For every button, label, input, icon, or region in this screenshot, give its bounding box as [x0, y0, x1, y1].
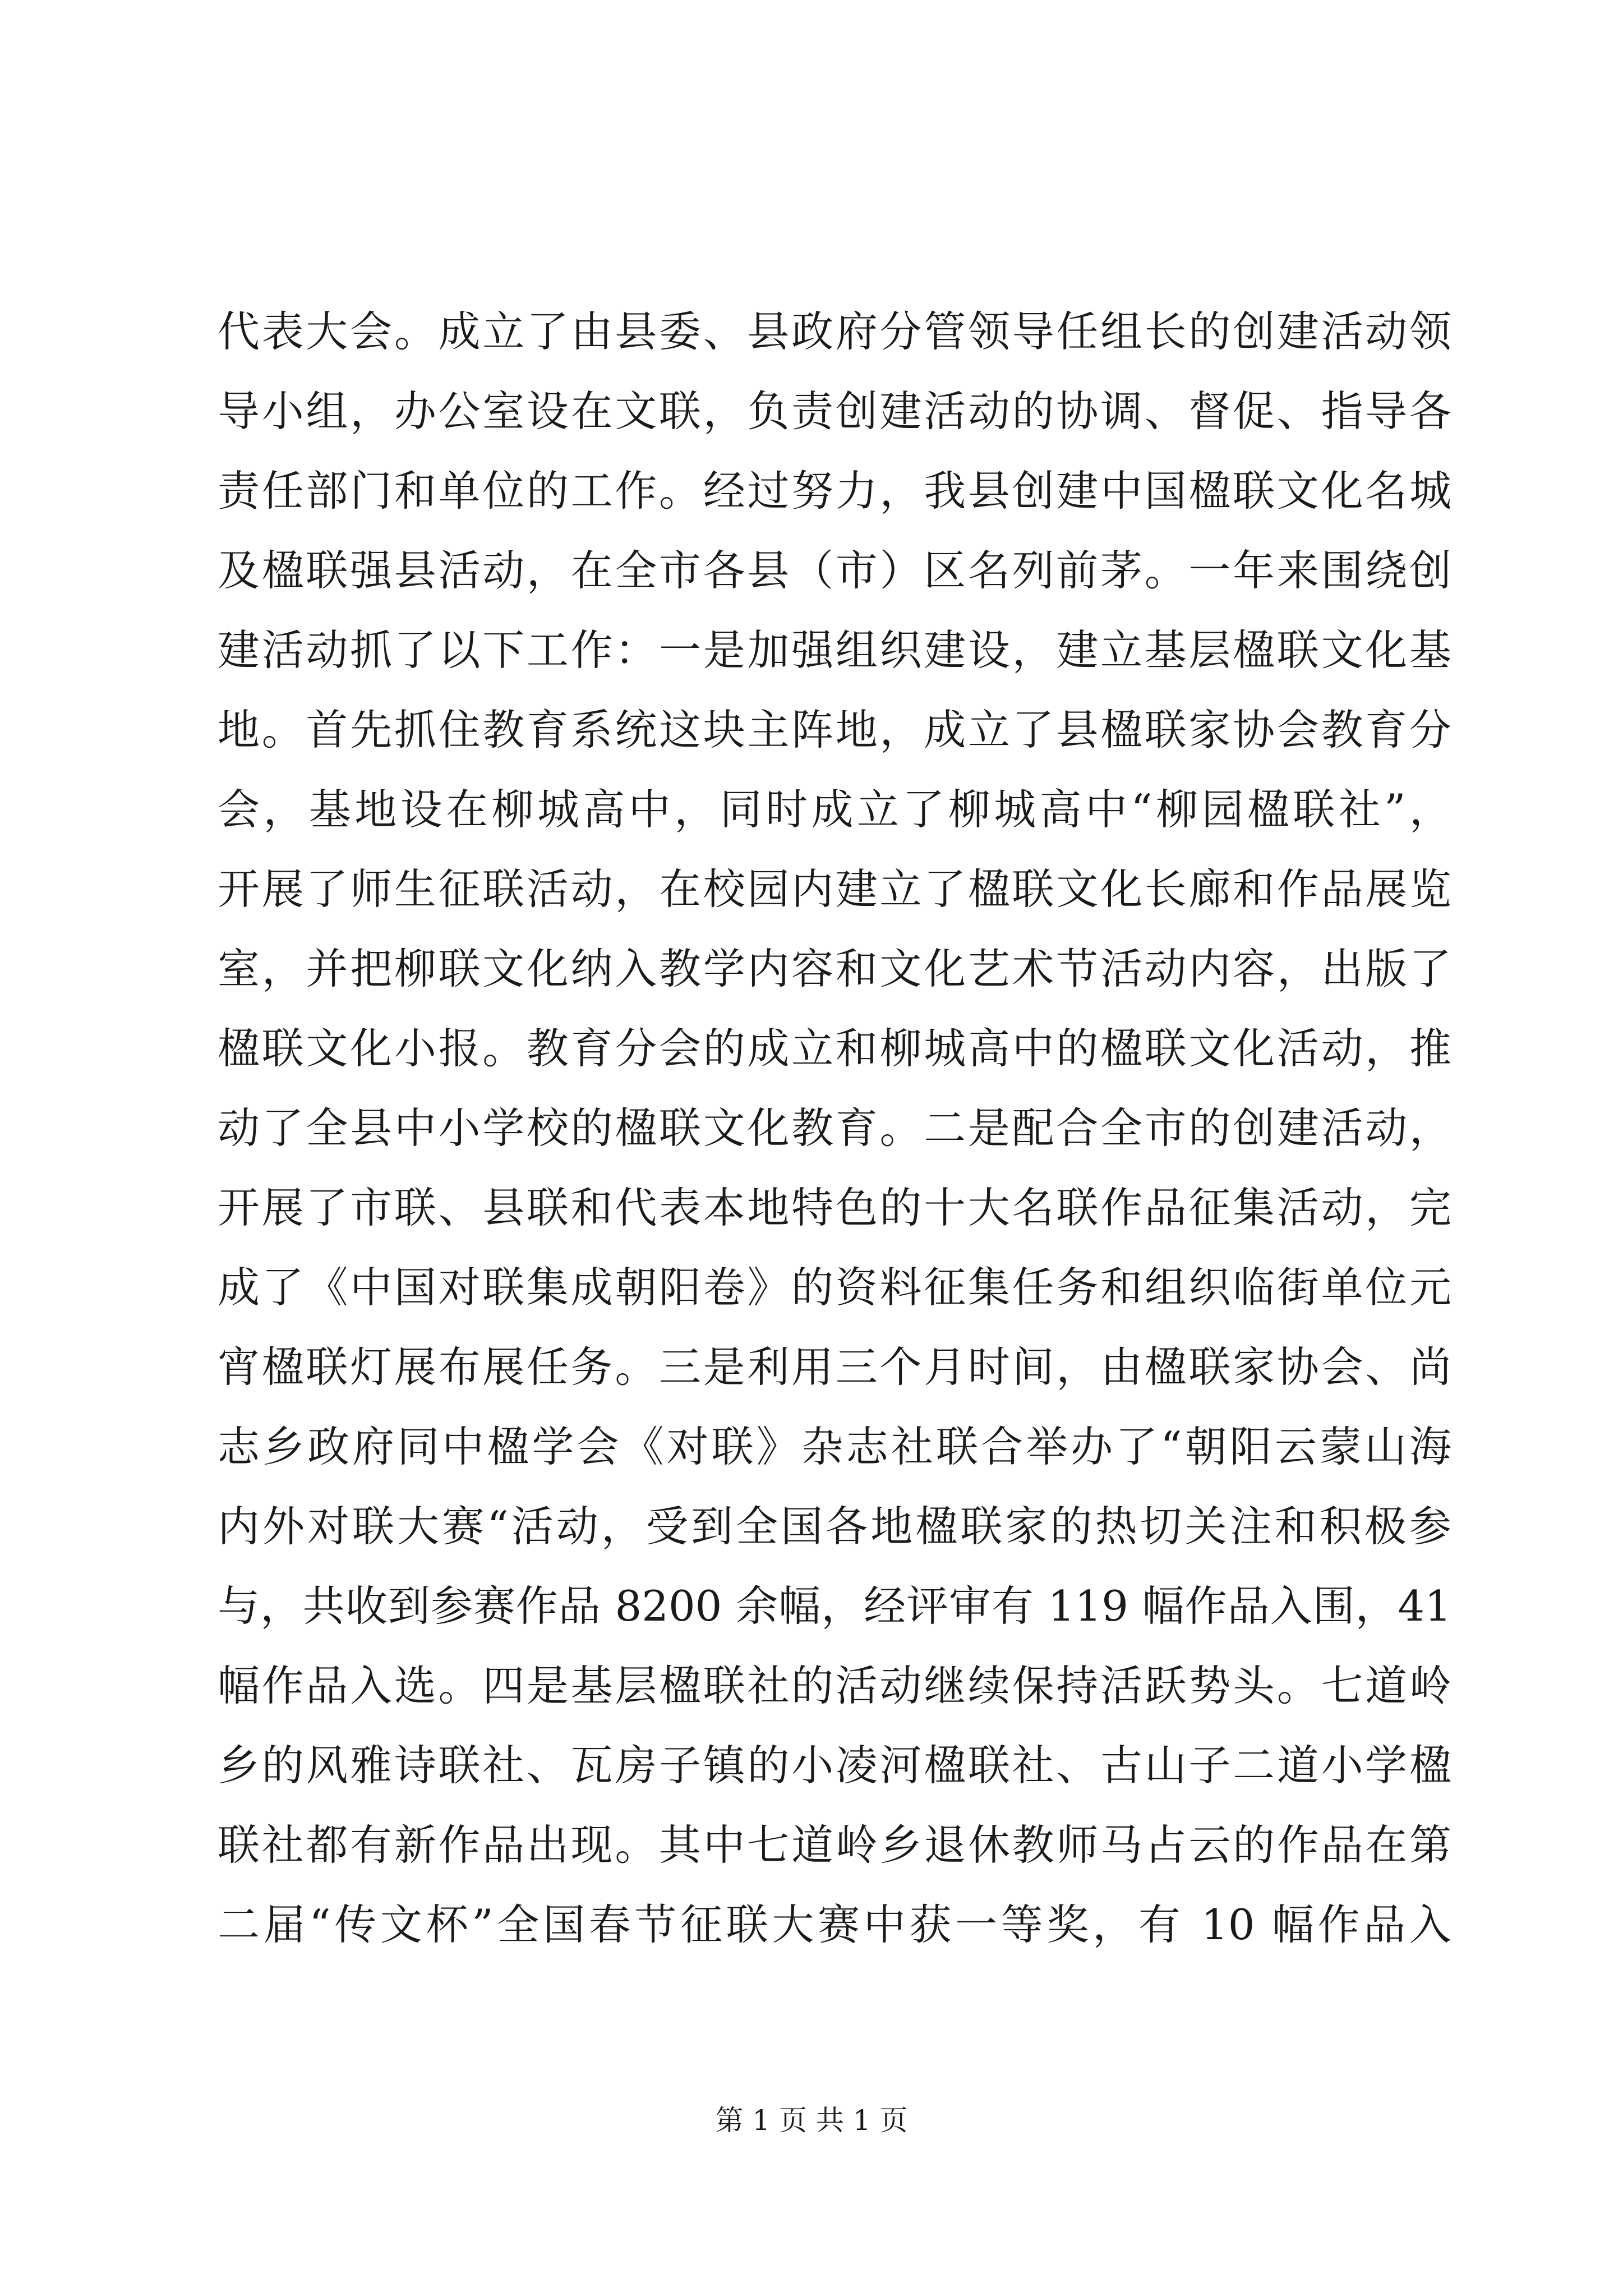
text-line: 志乡政府同中楹学会《对联》杂志社联合举办了“朝阳云蒙山海 [218, 1422, 1451, 1471]
text-line: 联社都有新作品出现。其中七道岭乡退休教师马占云的作品在第 [218, 1820, 1451, 1870]
text-line: 及楹联强县活动，在全市各县（市）区名列前茅。一年来围绕创 [218, 546, 1451, 595]
text-line: 责任部门和单位的工作。经过努力，我县创建中国楹联文化名城 [218, 466, 1451, 516]
text-line: 乡的风雅诗联社、瓦房子镇的小凌河楹联社、古山子二道小学楹 [218, 1741, 1451, 1790]
text-line: 开展了师生征联活动，在校园内建立了楹联文化长廊和作品展览 [218, 864, 1451, 914]
text-line: 代表大会。成立了由县委、县政府分管领导任组长的创建活动领 [218, 307, 1451, 356]
text-line: 内外对联大赛“活动，受到全国各地楹联家的热切关注和积极参 [218, 1502, 1451, 1551]
text-line: 成了《中国对联集成朝阳卷》的资料征集任务和组织临街单位元 [218, 1263, 1451, 1312]
text-line: 建活动抓了以下工作：一是加强组织建设，建立基层楹联文化基 [218, 625, 1451, 675]
text-line: 幅作品入选。四是基层楹联社的活动继续保持活跃势头。七道岭 [218, 1661, 1451, 1710]
page-footer [0, 2101, 1623, 2140]
page-number: 第 1 页 共 1 页 [715, 2104, 908, 2137]
body-text [218, 292, 1451, 1964]
text-line: 宵楹联灯展布展任务。三是利用三个月时间，由楹联家协会、尚 [218, 1342, 1451, 1392]
text-line: 开展了市联、县联和代表本地特色的十大名联作品征集活动，完 [218, 1183, 1451, 1232]
text-line: 与，共收到参赛作品 8200 余幅，经评审有 119 幅作品入围，41 [218, 1581, 1451, 1631]
text-line: 楹联文化小报。教育分会的成立和柳城高中的楹联文化活动，推 [218, 1024, 1451, 1073]
text-line: 会，基地设在柳城高中，同时成立了柳城高中“柳园楹联社”， [218, 785, 1451, 834]
text-line: 二届“传文杯”全国春节征联大赛中获一等奖，有 10 幅作品入 [218, 1900, 1451, 1949]
text-line: 地。首先抓住教育系统这块主阵地，成立了县楹联家协会教育分 [218, 705, 1451, 754]
text-line: 室，并把柳联文化纳入教学内容和文化艺术节活动内容，出版了 [218, 944, 1451, 993]
text-line: 动了全县中小学校的楹联文化教育。二是配合全市的创建活动， [218, 1103, 1451, 1153]
text-line: 导小组，办公室设在文联，负责创建活动的协调、督促、指导各 [218, 386, 1451, 436]
